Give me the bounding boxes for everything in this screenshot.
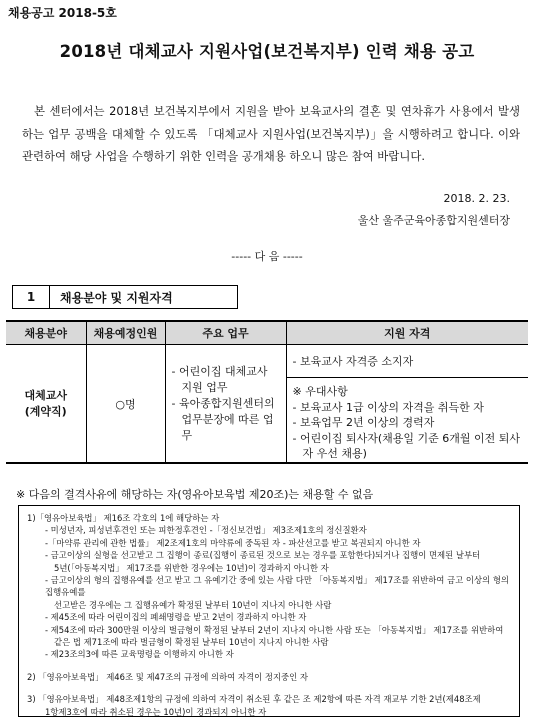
list-item-continued: 같은 법 제71조에 따라 벌금형이 확정된 날부터 10년이 지나지 아니한 사람 [54, 637, 329, 648]
header-field: 채용분야 [6, 321, 86, 345]
disqualification-box [18, 505, 520, 717]
required-qualification: - 보육교사 자격증 소지자 [287, 345, 529, 378]
page-title: 2018년 대체교사 지원사업(보건복지부) 인력 채용 공고 [59, 42, 475, 61]
notice-date: 2018. 2. 23. [443, 192, 510, 205]
list-item: - 제45조에 따라 어린이집의 폐쇄명령을 받고 2년이 경과하지 아니한 자 [45, 612, 307, 623]
disqualification-item-1: 1)「영유아보육법」 제16조 각호의 1에 해당하는 자 [27, 513, 220, 523]
table-row [6, 345, 528, 464]
duty-item: - 육아종합지원센터의 업무분장에 따른 업무 [171, 396, 275, 442]
cell-qualifications [286, 345, 528, 464]
preferred-item: - 보육업무 2년 이상의 경력자 [292, 416, 435, 429]
cell-duties [165, 345, 286, 464]
notice-number: 채용공고 2018-5호 [8, 6, 117, 20]
list-item: - 금고이상의 실형을 선고받고 그 집행이 종료(집행이 종료된 것으로 보는 경우를 포함한다)되거나 집행이 면제된 날부터 [45, 550, 481, 561]
section-title: 채용분야 및 지원자격 [50, 285, 238, 309]
recruitment-table [6, 320, 528, 464]
field-name: 대체교사 [24, 388, 67, 402]
preferred-title: ※ 우대사항 [292, 385, 348, 398]
list-item: - 제54조에 따라 300만원 이상의 벌금형이 확정된 날부터 2년이 지나지 아니한 사람 또는 「아동복지법」 제17조를 위반하여 [45, 624, 504, 635]
list-item: -「마약류 관리에 관한 법률」 제2조제1호의 마약류에 중독된 자 - 파산선고를 받고 복권되지 아니한 자 [45, 537, 421, 548]
details-separator: ----- 다 음 ----- [231, 250, 303, 263]
preferred-item: - 보육교사 1급 이상의 자격을 취득한 자 [292, 400, 484, 414]
list-item: - 제23조의3에 따른 교육명령을 이행하지 아니한 자 [45, 649, 234, 660]
header-count: 채용예정인원 [86, 321, 165, 345]
duty-item: - 어린이집 대체교사 지원 업무 [171, 364, 268, 394]
header-duties: 주요 업무 [165, 321, 286, 345]
cell-field [6, 345, 86, 464]
disqualification-item-3-continued: 1항제3호에 따라 취소된 경우는 10년)이 경과되지 아니한 자 [45, 706, 267, 717]
list-item: - 미성년자, 피성년후견인 또는 피한정후견인 -「정신보건법」 제3조제1호의 정신질환자 [45, 525, 367, 536]
table-header-row [6, 321, 528, 345]
disqualification-warning: ※ 다음의 결격사유에 해당하는 자(영유아보육법 제20조)는 채용할 수 없음 [16, 488, 374, 501]
field-contract-type: (계약직) [24, 404, 67, 418]
list-item-continued: 5년(「아동복지법」 제17조를 위반한 경우에는 10년)이 경과하지 아니한 자 [54, 562, 329, 573]
preferred-item: - 어린이집 퇴사자(채용일 기준 6개월 이전 퇴사자 우선 채용) [292, 431, 521, 460]
intro-text: 본 센터에서는 2018년 보건복지부에서 지원을 받아 보육교사의 결혼 및 연차휴가 사용에서 발생하는 업무 공백을 대체할 수 있도록 「대체교사 지원사업(보건복지부)」을 시행하려고 합니다. 이와 관련하여 해당 사업을 수행하기 위한 인력을 공개채용 하오니 많은 참여 바랍니다. [22, 104, 520, 163]
intro-paragraph [22, 100, 520, 168]
issuing-organization: 울산 울주군육아종합지원센터장 [357, 214, 510, 227]
header-qualifications: 지원 자격 [286, 321, 528, 345]
preferred-qualifications [293, 378, 525, 462]
list-item: - 금고이상의 형의 집행유예를 선고 받고 그 유예기간 중에 있는 사람 다만 「아동복지법」 제17조를 위반하여 금고 이상의 형의 집행유예를 [45, 575, 510, 598]
list-item-continued: 선고받은 경우에는 그 집행유예가 확정된 날부터 10년이 지나지 아니한 사람 [54, 599, 332, 610]
disqualification-item-2: 2) 「영유아보육법」 제46조 및 제47조의 규정에 의하여 자격이 정지중인 자 [27, 671, 308, 682]
section-number: 1 [12, 285, 50, 309]
disqualification-item-3: 3) 「영유아보육법」 제48조제1항의 규정에 의하여 자격이 취소된 후 같은 조 제2항에 따른 자격 재교부 기한 2년(제48조제 [27, 694, 481, 705]
cell-count: ○명 [86, 345, 165, 464]
